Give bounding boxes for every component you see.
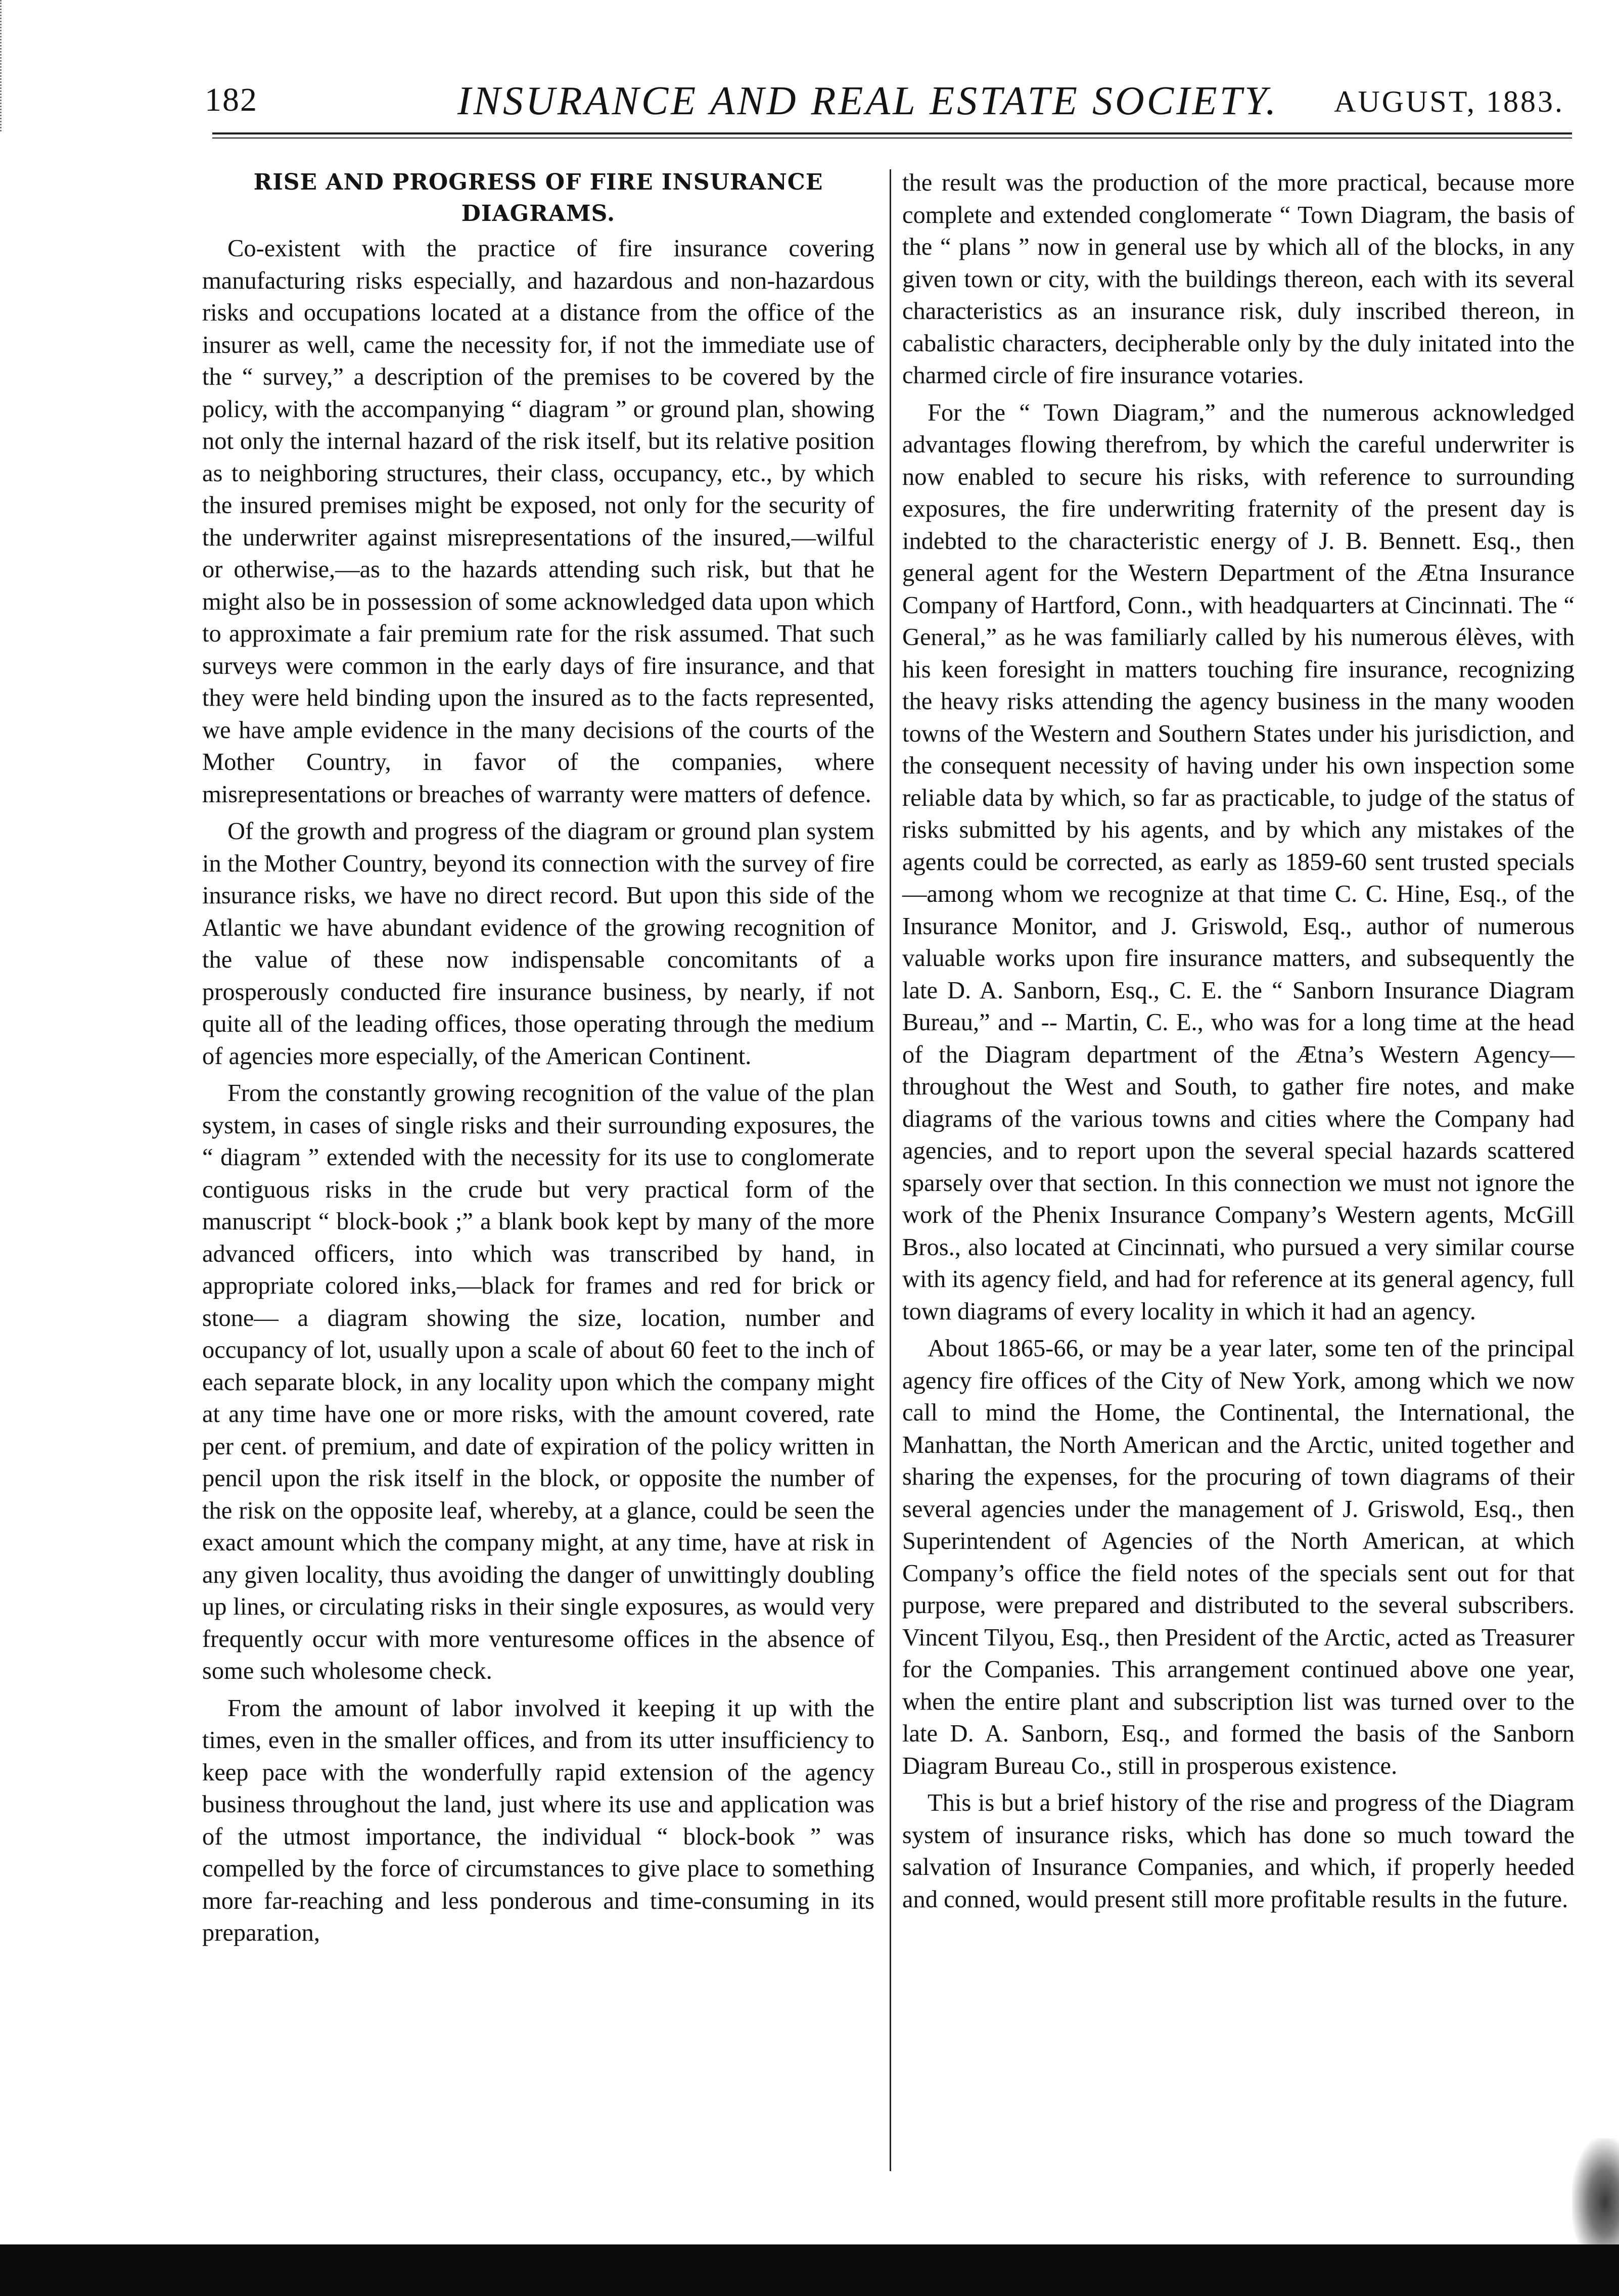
paragraph: Of the growth and progress of the diagram or ground plan system in the Mother Country, beyond its connection with the survey of fire insurance risks, we have no direct record. But upon this side of the Atlantic we have abundant evidence of the growing recognition of the value of these now indispensable concomitants of a prosperously conducted fire insurance business, by nearly, if not quite all of the leading offices, those operating through the medium of agencies more especially, of the American Continent.	[202, 818, 874, 1070]
binding-margin-mark	[0, 0, 5, 131]
header-rule	[212, 132, 1572, 134]
scan-edge-shadow	[1572, 2138, 1619, 2244]
left-column	[202, 167, 874, 1954]
paragraph: Co-existent with the practice of fire insurance covering manufacturing risks especially, and hazardous and non-hazardous risks and occupations located at a distance from the office of the insurer as well, came the necessity for, if not the immediate use of the “ survey,” a description of the premises to be covered by the policy, with the accompanying “ diagram ” or ground plan, showing not only the internal hazard of the risk itself, but its relative position as to neighboring structures, their class, occupancy, etc., by which the insured premises might be exposed, not only for the security of the underwriter against misrepresentations of the insured,—wilful or otherwise,—as to the hazards attending such risk, but that he might also be in possession of some acknowledged data upon which to approximate a fair premium rate for the risk assumed. That such surveys were common in the early days of fire insurance, and that they were held binding upon the insured as to the facts represented, we have ample evidence in the many decisions of the courts of the Mother Country, in favor of the companies, where misrepresentations or breaches of warranty were matters of defence.	[202, 235, 874, 808]
header-rule-thin	[212, 137, 1572, 139]
scan-bottom-border	[0, 2244, 1619, 2296]
running-head	[205, 78, 1564, 134]
right-column	[902, 167, 1575, 1920]
issue-date: AUGUST, 1883.	[1334, 85, 1564, 118]
article-title: RISE AND PROGRESS OF FIRE INSURANCE DIAGRAMS.	[253, 169, 823, 226]
paragraph: This is but a brief history of the rise and progress of the Diagram system of insurance risks, which has done so much toward the salvation of Insurance Companies, and which, if properly heeded and conned, would present still more profitable results in the future.	[902, 1789, 1575, 1913]
paragraph: For the “ Town Diagram,” and the numerous acknowledged advantages flowing therefrom, by which the careful underwriter is now enabled to secure his risks, with reference to surrounding exposures, the fire underwriting fraternity of the present day is indebted to the characteristic energy of J. B. Bennett. Esq., then general agent for the Western Department of the Ætna Insurance Company of Hartford, Conn., with headquarters at Cincinnati. The “ General,” as he was familiarly called by his numerous élèves, with his keen foresight in matters touching fire insurance, recognizing the heavy risks attending the agency business in the many wooden towns of the Western and Southern States under his jurisdiction, and the consequent necessity of having under his own inspection some reliable data by which, so far as practicable, to judge of the status of risks submitted by his agents, and by which any mistakes of the agents could be corrected, as early as 1859-60 sent trusted specials—among whom we recognize at that time C. C. Hine, Esq., of the Insurance Monitor, and J. Griswold, Esq., author of numerous valuable works upon fire insurance matters, and subsequently the late D. A. Sanborn, Esq., C. E. the “ Sanborn Insurance Diagram Bureau,” and -- Martin, C. E., who was for a long time at the head of the Diagram department of the Ætna’s Western Agency—throughout the West and South, to gather fire notes, and make diagrams of the various towns and cities where the Company had agencies, and to report upon the several special hazards scattered sparsely over that section. In this connection we must not ignore the work of the Phenix Insurance Company’s Western agents, McGill Bros., also located at Cincinnati, who pursued a very similar course with its agency field, and had for reference at its general agency, full town diagrams of every locality in which it had an agency.	[902, 399, 1575, 1325]
journal-title: INSURANCE AND REAL ESTATE SOCIETY.	[457, 79, 1279, 123]
paragraph-continued: the result was the production of the more practical, because more complete and extended conglomerate “ Town Diagram, the basis of the “ plans ” now in general use by which all of the blocks, in any given town or city, with the buildings thereon, each with its several characteristics as an insurance risk, duly inscribed thereon, in cabalistic characters, decipherable only by the duly initated into the charmed circle of fire insurance votaries.	[902, 169, 1575, 389]
paragraph: About 1865-66, or may be a year later, some ten of the principal agency fire offices of the City of New York, among which we now call to mind the Home, the Continental, the International, the Manhattan, the North American and the Arctic, united together and sharing the expenses, for the procuring of town diagrams of their several agencies under the management of J. Griswold, Esq., then Superintendent of Agencies of the North American, at which Company’s office the field notes of the specials sent out for that purpose, were prepared and distributed to the several subscribers. Vincent Tilyou, Esq., then President of the Arctic, acted as Treasurer for the Companies. This arrangement continued above one year, when the entire plant and subscription list was turned over to the late D. A. Sanborn, Esq., and formed the basis of the Sanborn Diagram Bureau Co., still in prosperous existence.	[902, 1335, 1575, 1779]
column-divider	[890, 169, 891, 2171]
page-number: 182	[205, 81, 258, 118]
paragraph: From the amount of labor involved it keeping it up with the times, even in the smaller offices, and from its utter insufficiency to keep pace with the wonderfully rapid extension of the agency business throughout the land, just where its use and application was of the utmost importance, the individual “ block-book ” was compelled by the force of circumstances to give place to something more far-reaching and less ponderous and time-consuming in its preparation,	[202, 1694, 874, 1946]
paragraph: From the constantly growing recognition of the value of the plan system, in cases of single risks and their surrounding exposures, the “ diagram ” extended with the necessity for its use to conglomerate contiguous risks in the crude but very practical form of the manuscript “ block-book ;” a blank book kept by many of the more advanced officers, into which was transcribed by hand, in appropriate colored inks,—black for frames and red for brick or stone— a diagram showing the size, location, number and occupancy of lot, usually upon a scale of about 60 feet to the inch of each separate block, in any locality upon which the company might at any time have one or more risks, with the amount covered, rate per cent. of premium, and date of expiration of the policy written in pencil upon the risk itself in the block, or opposite the number of the risk on the opposite leaf, whereby, at a glance, could be seen the exact amount which the company might, at any time, have at risk in any given locality, thus avoiding the danger of unwittingly doubling up lines, or circulating risks in their single exposures, as would very frequently occur with more venturesome offices in the absence of some such wholesome check.	[202, 1080, 874, 1684]
